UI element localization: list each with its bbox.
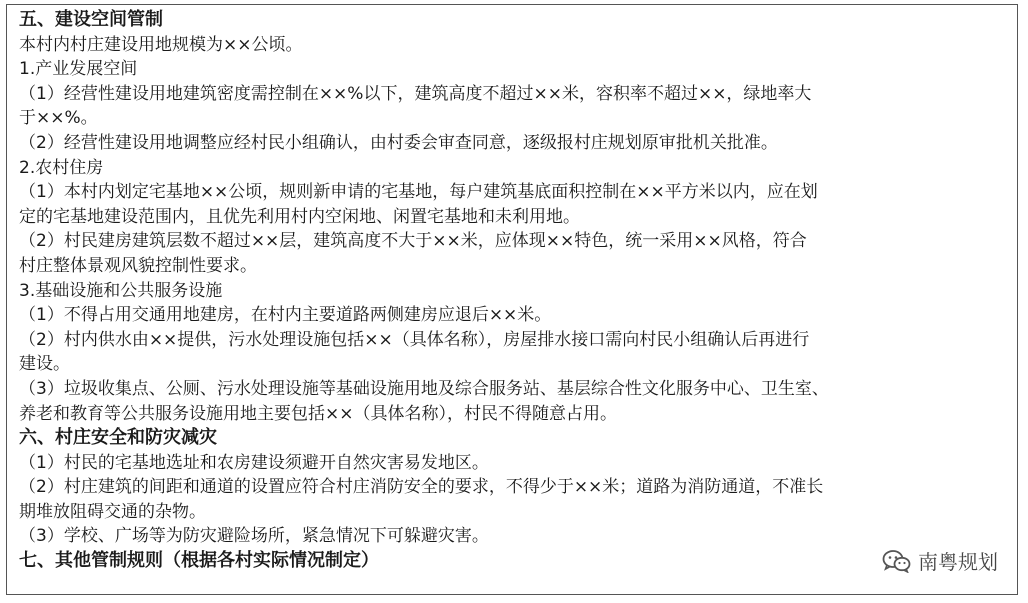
text-line: （1）本村内划定宅基地××公顷，规则新申请的宅基地，每户建筑基底面积控制在××平方米以内，应在划 (19, 182, 818, 203)
text-line: （3）学校、广场等为防灾避险场所，紧急情况下可躲避灾害。 (19, 526, 489, 547)
text-line: （1）村民的宅基地选址和农房建设须避开自然灾害易发地区。 (19, 452, 489, 473)
text-line: （2）村庄建筑的间距和通道的设置应符合村庄消防安全的要求，不得少于××米；道路为消防通道，不准长 (19, 477, 824, 498)
text-line: （1）经营性建设用地建筑密度需控制在××%以下，建筑高度不超过××米，容积率不超过××，绿地率大 (19, 83, 812, 104)
text-line: 3.基础设施和公共服务设施 (19, 280, 223, 301)
text-line: 期堆放阻碍交通的杂物。 (19, 501, 206, 522)
text-line: 村庄整体景观风貌控制性要求。 (19, 255, 257, 276)
section-heading: 七、其他管制规则（根据各村实际情况制定） (19, 550, 379, 572)
text-line: 本村内村庄建设用地规模为××公顷。 (19, 34, 303, 55)
watermark (882, 546, 998, 575)
text-line: 养老和教育等公共服务设施用地主要包括××（具体名称），村民不得随意占用。 (19, 403, 617, 424)
document-frame (6, 4, 1018, 595)
watermark-text: 南粤规划 (918, 550, 998, 574)
text-line: 定的宅基地建设范围内，且优先利用村内空闲地、闲置宅基地和未利用地。 (19, 206, 580, 227)
text-line: （3）垃圾收集点、公厕、污水处理设施等基础设施用地及综合服务站、基层综合性文化服务中心、卫生室、 (19, 378, 829, 399)
text-line: 建设。 (19, 354, 70, 375)
text-line: （2）村民建房建筑层数不超过××层，建筑高度不大于××米，应体现××特色，统一采用××风格，符合 (19, 231, 807, 252)
section-heading: 五、建设空间管制 (19, 9, 163, 30)
text-line: （2）经营性建设用地调整应经村民小组确认，由村委会审查同意，逐级报村庄规划原审批机关批准。 (19, 132, 778, 153)
section-heading: 六、村庄安全和防灾减灾 (19, 427, 217, 449)
text-line: （2）村内供水由××提供，污水处理设施包括××（具体名称），房屋排水接口需向村民小组确认后再进行 (19, 329, 810, 350)
text-line: （1）不得占用交通用地建房，在村内主要道路两侧建房应退后××米。 (19, 305, 552, 326)
text-line: 1.产业发展空间 (19, 59, 138, 80)
document-body (19, 8, 1007, 574)
text-line: 于××%。 (19, 108, 98, 129)
text-line: 2.农村住房 (19, 157, 104, 178)
wechat-icon (882, 549, 912, 573)
